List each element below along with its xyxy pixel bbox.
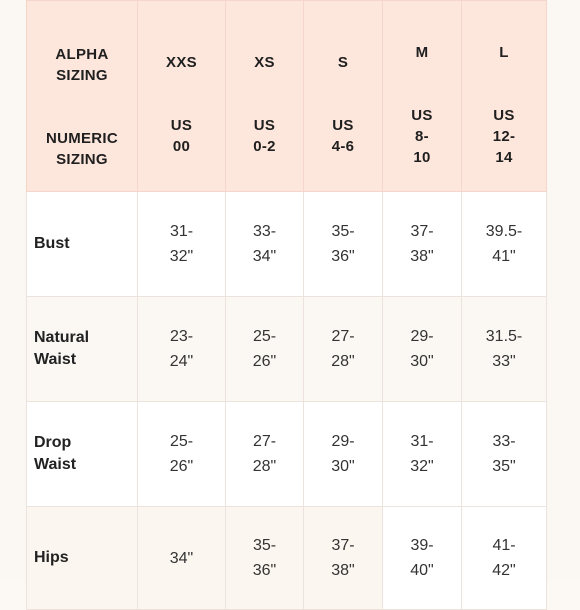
measurement-cell: 35- 36" — [226, 507, 304, 610]
size-header-xs — [226, 1, 304, 192]
alpha-size-label: XXS — [166, 54, 197, 71]
size-header-s — [304, 1, 383, 192]
measurement-cell: 25- 26" — [226, 297, 304, 402]
size-header-l — [462, 1, 547, 192]
numeric-size-label: US 00 — [170, 117, 193, 155]
measurement-cell: 27- 28" — [226, 402, 304, 507]
measurement-cell: 33- 35" — [462, 402, 547, 507]
measurement-cell: 25- 26" — [138, 402, 226, 507]
measurement-cell: 27- 28" — [304, 297, 383, 402]
measurement-cell: 39- 40" — [383, 507, 462, 610]
corner-header-cell — [27, 1, 138, 192]
table-row-natural-waist — [27, 297, 547, 402]
numeric-size-label: US 12- 14 — [492, 107, 516, 166]
measurement-cell: 31- 32" — [138, 192, 226, 297]
measurement-cell: 34" — [138, 507, 226, 610]
row-label: Drop Waist — [27, 402, 138, 507]
measurement-cell: 37- 38" — [383, 192, 462, 297]
measurement-cell: 31- 32" — [383, 402, 462, 507]
row-label: Bust — [27, 192, 138, 297]
table-row-bust — [27, 192, 547, 297]
measurement-cell: 39.5- 41" — [462, 192, 547, 297]
header-row — [27, 1, 547, 192]
alpha-sizing-label: ALPHA SIZING — [55, 45, 109, 84]
table-row-drop-waist — [27, 402, 547, 507]
measurement-cell: 33- 34" — [226, 192, 304, 297]
size-table — [26, 0, 547, 610]
size-header-m — [383, 1, 462, 192]
alpha-size-label: L — [499, 44, 509, 61]
measurement-cell: 23- 24" — [138, 297, 226, 402]
numeric-size-label: US 4-6 — [331, 117, 355, 155]
alpha-size-label: S — [337, 54, 349, 71]
numeric-size-label: US 0-2 — [253, 117, 276, 155]
numeric-size-label: US 8- 10 — [411, 107, 433, 166]
measurement-cell: 31.5- 33" — [462, 297, 547, 402]
measurement-cell: 37- 38" — [304, 507, 383, 610]
measurement-cell: 41- 42" — [462, 507, 547, 610]
numeric-sizing-label: NUMERIC SIZING — [45, 129, 119, 168]
row-label: Hips — [27, 507, 138, 610]
size-header-xxs — [138, 1, 226, 192]
alpha-size-label: M — [415, 44, 429, 61]
alpha-size-label: XS — [254, 54, 275, 71]
measurement-cell: 29- 30" — [304, 402, 383, 507]
measurement-cell: 29- 30" — [383, 297, 462, 402]
table-row-hips — [27, 507, 547, 610]
measurement-cell: 35- 36" — [304, 192, 383, 297]
row-label: Natural Waist — [27, 297, 138, 402]
